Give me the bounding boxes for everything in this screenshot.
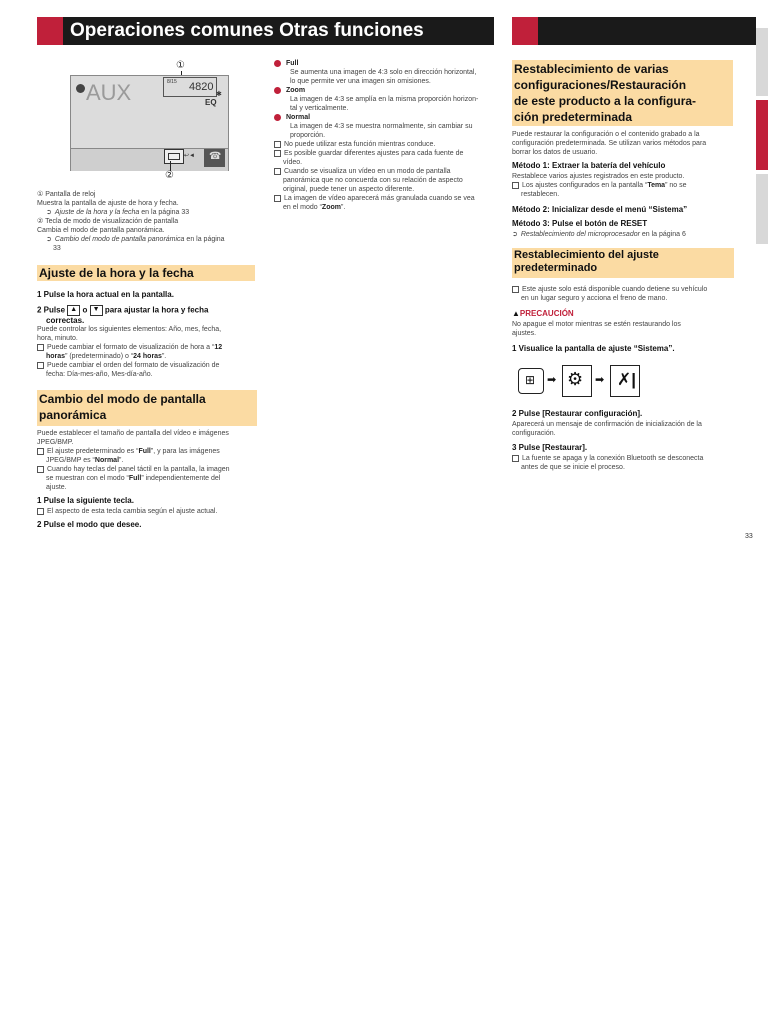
wide-mode-options: Full Se aumenta una imagen de 4:3 solo en dirección horizontal, lo que permite ver una imagen sin omisiones. Zoom La imagen de 4:3 se amplía en la misma proporción horizon- tal y verticalmente. Normal La imagen de 4:3 se muestra normalmente, sin cambiar su proporción. No puede utilizar esta función mientras conduce. Es posible guardar diferentes ajustes para cada fuente de vídeo. Cuando se visualiza un vídeo en un modo de pantalla panorámica que no concuerda con su relación de aspecto original, puede tener un aspecto diferente. La imagen de vídeo aparecerá más granulada cuando se vea en el modo “Zoom”. <box>274 59 499 212</box>
bullet-item: Puede cambiar el orden del formato de visualización de <box>37 361 257 370</box>
caution-title: ▲PRECAUCIÓN <box>512 309 574 318</box>
side-tab[interactable] <box>756 174 768 244</box>
gear-icon[interactable]: ✱ <box>216 91 222 98</box>
header-bar-right <box>512 17 756 45</box>
bullet-item: Es posible guardar diferentes ajustes para cada fuente de <box>274 149 499 158</box>
bullet-item: La fuente se apaga y la conexión Bluetooth se desconecta <box>512 454 732 463</box>
checkbox-bullet-icon <box>37 508 44 515</box>
bullet-item-cont: JPEG/BMP es “Normal”. <box>46 457 124 464</box>
section-1-body: Puede controlar los siguientes elementos: Año, mes, fecha, hora, minuto. Puede cambiar el formato de visualización de hora a “12 horas” (predeterminado) o “24 horas”. Puede cambiar el orden del formato de visualización de fecha: Día-mes-año, Mes-día-año. <box>37 325 257 379</box>
step-2-body: Aparecerá un mensaje de confirmación de inicialización de la configuración. <box>512 421 702 437</box>
arrow-right-icon: ➲ <box>46 236 52 243</box>
bullet-item: Puede cambiar el formato de visualización de hora a “12 <box>37 343 257 352</box>
source-icon <box>76 84 85 93</box>
gears-icon: ⚙ <box>567 369 584 389</box>
checkbox-bullet-icon <box>512 182 519 189</box>
legend-line: Muestra la pantalla de ajuste de hora y fecha. <box>37 200 179 207</box>
checkbox-bullet-icon <box>512 455 519 462</box>
step-2: 2 Pulse [Restaurar configuración]. <box>512 409 643 418</box>
page-number: 33 <box>745 533 753 540</box>
option-zoom: Zoom <box>274 86 499 95</box>
side-tab-active[interactable] <box>756 100 768 170</box>
up-arrow-button[interactable] <box>67 305 80 316</box>
arrow-right-icon: ➲ <box>46 209 52 216</box>
method-3-ref[interactable]: ➲ Restablecimiento del microprocesador en la página 6 <box>512 231 686 238</box>
bullet-item: El ajuste predeterminado es “Full”, y para las imágenes <box>37 447 257 456</box>
section-3-body: Puede restaurar la configuración o el contenido grabado a la configuración predeterminada. Se utilizan varios métodos para borrar los datos de usuario. <box>512 131 707 156</box>
header-red-marker-left <box>37 17 63 45</box>
clock-time: 4820 <box>189 81 214 93</box>
legend-ref[interactable]: ➲ Ajuste de la hora y la fecha en la página 33 <box>46 209 190 216</box>
section-2-body: Puede establecer el tamaño de pantalla del vídeo e imágenes JPEG/BMP. El ajuste predeterminado es “Full”, y para las imágenes JPEG/BMP es “Normal”. Cuando hay teclas del panel táctil en la pantalla, la imagen se muestran con el modo “Full” independientemente del ajuste. <box>37 429 257 492</box>
system-key[interactable] <box>610 365 640 397</box>
bullet-item-cont: se muestran con el modo “Full” independientemente del <box>46 475 221 482</box>
phone-key[interactable] <box>204 149 225 167</box>
down-arrow-button[interactable] <box>90 305 103 316</box>
step-1: 1 Visualice la pantalla de ajuste “Sistema”. <box>512 344 675 353</box>
section-title-time-date: Ajuste de la hora y la fecha <box>37 265 255 281</box>
legend-line: ② Tecla de modo de visualización de pantalla <box>37 218 179 225</box>
section-title-wide-mode: Cambio del modo de pantalla panorámica <box>37 390 257 426</box>
caution-body: No apague el motor mientras se estén restaurando los ajustes. <box>512 321 681 337</box>
method-1-body: Restablece varios ajustes registrados en este producto. Los ajustes configurados en la pantalla “Tema” no se restablecen. <box>512 172 732 199</box>
screen-illustration <box>70 75 229 171</box>
legend-line: 33 <box>53 245 61 252</box>
arrow-right-icon: ➡ <box>547 374 557 386</box>
legend-line: Cambia el modo de pantalla panorámica. <box>37 227 165 234</box>
section-title-default: Restablecimiento del ajuste predeterminado <box>512 248 734 278</box>
wide-mode-key[interactable] <box>164 149 184 164</box>
eq-label[interactable]: EQ <box>205 98 217 107</box>
option-normal: Normal <box>274 113 499 122</box>
bullet-item: La imagen de vídeo aparecerá más granulada cuando se vea <box>274 194 499 203</box>
wide-mode-icon <box>168 153 180 160</box>
bullet-item-cont: en el modo “Zoom”. <box>283 204 346 211</box>
skip-icon[interactable]: ↩◄ <box>184 153 195 159</box>
step-2: 2 Pulse el modo que desee. <box>37 520 142 529</box>
method-2-title: Método 2: Inicializar desde el menú “Sistema” <box>512 205 688 214</box>
callout-2: ② <box>165 170 174 181</box>
step-3-body: La fuente se apaga y la conexión Bluetooth se desconecta antes de que se inicie el proceso. <box>512 454 732 472</box>
phone-icon: ☎ <box>209 151 222 162</box>
bullet-item-cont: horas” (predeterminado) o “24 horas”. <box>46 353 167 360</box>
page-title: Operaciones comunes Otras funciones <box>70 20 424 41</box>
bullet-dot-icon <box>274 114 281 121</box>
checkbox-bullet-icon <box>37 362 44 369</box>
checkbox-bullet-icon <box>274 168 281 175</box>
grid-icon: ⊞ <box>525 373 536 387</box>
arrow-right-icon: ➡ <box>595 374 605 386</box>
checkbox-bullet-icon <box>37 344 44 351</box>
checkbox-bullet-icon <box>37 448 44 455</box>
checkbox-bullet-icon <box>274 150 281 157</box>
bullet-item: Este ajuste solo está disponible cuando detiene su vehículo <box>512 285 732 294</box>
section-title-reset: Restablecimiento de varias configuraciones/Restauración de este producto a la configura- ción predeterminada <box>512 60 733 126</box>
bullet-item: No puede utilizar esta función mientras conduce. <box>274 140 499 149</box>
tools-icon: ✗| <box>617 370 637 389</box>
callout-1: ① <box>176 60 185 71</box>
bullet-dot-icon <box>274 60 281 67</box>
checkbox-bullet-icon <box>512 286 519 293</box>
bullet-item: Los ajustes configurados en la pantalla “Tema” no se <box>512 181 732 190</box>
up-arrow-icon: ▲ <box>70 306 78 313</box>
screen-legend <box>37 190 257 253</box>
step-2: 2 Pulse ▲ o ▼ para ajustar la hora y fecha correctas. <box>37 305 209 325</box>
method-3-title: Método 3: Pulse el botón de RESET <box>512 219 648 228</box>
menu-key[interactable] <box>518 368 544 394</box>
section-4-body: Este ajuste solo está disponible cuando detiene su vehículo en un lugar seguro y acciona el freno de mano. <box>512 285 732 303</box>
step-3: 3 Pulse [Restaurar]. <box>512 443 588 452</box>
bullet-dot-icon <box>274 87 281 94</box>
aux-label: AUX <box>86 80 132 105</box>
legend-line: ① Pantalla de reloj <box>37 191 96 198</box>
side-tab[interactable] <box>756 28 768 96</box>
method-1-title: Método 1: Extraer la batería del vehículo <box>512 161 666 170</box>
option-full: Full <box>274 59 499 68</box>
header-red-marker-right <box>512 17 538 45</box>
checkbox-bullet-icon <box>274 141 281 148</box>
settings-key[interactable] <box>562 365 592 397</box>
step-1: 1 Pulse la hora actual en la pantalla. <box>37 290 174 299</box>
clock-display[interactable] <box>163 77 217 97</box>
down-arrow-icon: ▼ <box>92 306 100 313</box>
bullet-item: Cuando se visualiza un vídeo en un modo de pantalla <box>274 167 499 176</box>
clock-date: 8/15 <box>167 79 177 85</box>
arrow-right-icon: ➲ <box>512 231 518 238</box>
checkbox-bullet-icon <box>37 466 44 473</box>
step-1: 1 Pulse la siguiente tecla. <box>37 496 134 505</box>
legend-ref[interactable]: ➲ Cambio del modo de pantalla panorámica en la página <box>46 236 225 243</box>
warning-icon: ▲ <box>512 309 520 318</box>
checkbox-bullet-icon <box>274 195 281 202</box>
bullet-item: Cuando hay teclas del panel táctil en la pantalla, la imagen <box>37 465 257 474</box>
bullet-item: El aspecto de esta tecla cambia según el ajuste actual. <box>37 507 217 516</box>
